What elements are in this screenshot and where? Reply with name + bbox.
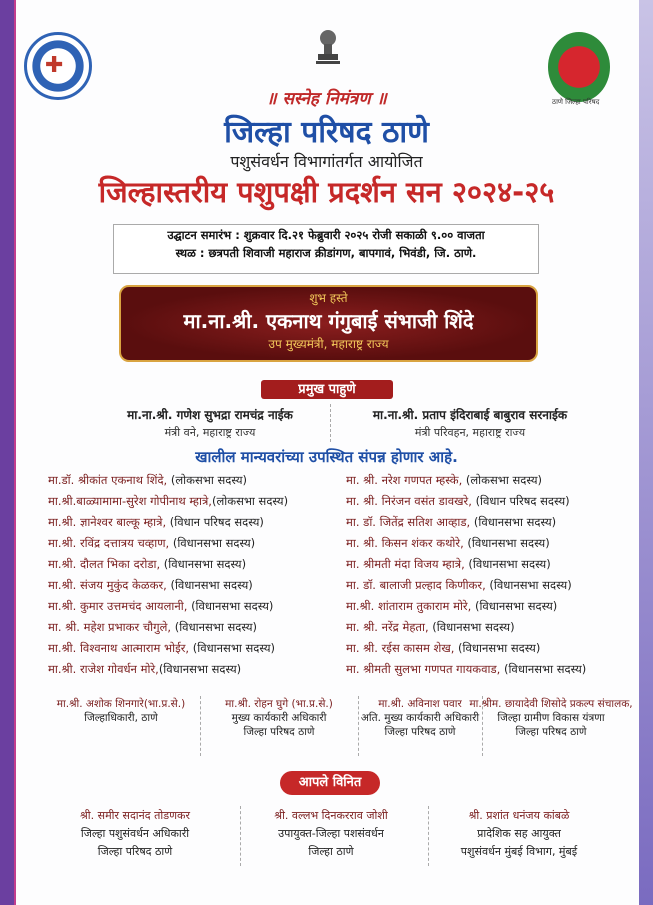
member-item: मा.श्री. शांताराम तुकाराम मोरे, (विधानसभा सदस्य) — [346, 599, 558, 613]
member-item: मा.श्री. दौलत भिका दरोडा, (विधानसभा सदस्य) — [48, 557, 247, 571]
member-item: मा.डॉ. श्रीकांत एकनाथ शिंदे, (लोकसभा सदस्य) — [48, 473, 247, 487]
member-item: मा. श्री. रईस कासम शेख, (विधानसभा सदस्य) — [346, 641, 541, 655]
event-title: जिल्हास्तरीय पशुपक्षी प्रदर्शन सन २०२४-२५ — [98, 175, 555, 209]
member-item: मा. डॉ. जितेंद्र सतिश आव्हाड, (विधानसभा सदस्य) — [346, 515, 557, 529]
officer-2: मा.श्री. रोहन घुगे (भा.प्र.से.) मुख्य कार्यकारी अधिकारी जिल्हा परिषद ठाणे — [225, 698, 333, 738]
state-emblem-icon — [314, 26, 342, 66]
member-item: मा.श्री. ज्ञानेश्वर बाल्कू म्हात्रे, (विधान परिषद सदस्य) — [48, 515, 264, 529]
officer-4: मा.श्रीम. छायादेवी शिसोदे प्रकल्प संचालक, जिल्हा ग्रामीण विकास यंत्रणा जिल्हा परिषद ठाणे — [469, 698, 633, 738]
member-item: मा. श्रीमती मंदा विजय म्हात्रे, (विधानसभा सदस्य) — [346, 557, 551, 571]
officer-1: मा.श्री. अशोक शिनगारे(भा.प्र.से.) जिल्हाधिकारी, ठाणे — [56, 698, 186, 724]
event-details-box — [113, 224, 539, 274]
thanks-label: आपले विनित — [280, 771, 380, 795]
member-item: मा. श्रीमती सुलभा गणपत गायकवाड, (विधानसभा सदस्य) — [346, 662, 587, 676]
inauguration-line: उद्घाटन समारंभ : शुक्रवार दि.२१ फेब्रुवारी २०२५ रोजी सकाळी ९.०० वाजता — [167, 228, 485, 242]
chief-guest-2 — [340, 406, 600, 440]
member-item: मा. डॉ. बालाजी प्रल्हाद किणीकर, (विधानसभा सदस्य) — [346, 578, 572, 592]
zp-title: जिल्हा परिषद ठाणे — [224, 115, 429, 150]
chief-guest-1 — [90, 406, 330, 440]
zp-logo-label: ठाणे जिल्हा परिषद — [552, 98, 600, 106]
guest-role: उप मुख्यमंत्री, महाराष्ट्र राज्य — [268, 337, 389, 351]
member-item: मा. श्री. नरेश गणपत म्हस्के, (लोकसभा सदस्य) — [346, 473, 542, 487]
officer-3: मा.श्री. अविनाश पवार अति. मुख्य कार्यकारी अधिकारी जिल्हा परिषद ठाणे — [360, 698, 480, 738]
chief-guest-role: मंत्री वने, महाराष्ट्र राज्य — [164, 426, 256, 439]
venue-line: स्थळ : छत्रपती शिवाजी महाराज क्रीडांगण, बापगावं, भिवंडी, जि. ठाणे. — [175, 246, 477, 260]
member-item: मा.श्री. कुमार उत्तमचंद आयलानी, (विधानसभा सदस्य) — [48, 599, 274, 613]
guest-name: मा.ना.श्री. एकनाथ गंगुबाई संभाजी शिंदे — [183, 309, 474, 333]
member-item: मा. श्री. किसन शंकर कथोरे, (विधानसभा सदस्य) — [346, 536, 550, 550]
member-item: मा.श्री. राजेश गोवर्धन मोरे,(विधानसभा सदस्य) — [48, 662, 242, 676]
member-item: मा. श्री. निरंजन वसंत डावखरे, (विधान परिषद सदस्य) — [346, 494, 570, 508]
member-item: मा.श्री. संजय मुकुंद केळकर, (विधानसभा सदस्य) — [48, 578, 253, 592]
chief-guest-role: मंत्री परिवहन, महाराष्ट्र राज्य — [414, 426, 526, 439]
chief-guest-name: मा.ना.श्री. प्रताप इंदिराबाई बाबुराव सरनाईक — [372, 408, 568, 422]
presence-heading: खालील मान्यवरांच्या उपस्थित संपन्न होणार आहे. — [195, 448, 458, 466]
organizer-line: पशुसंवर्धन विभागांतर्गत आयोजित — [230, 152, 423, 171]
guest-heading: शुभ हस्ते — [309, 291, 348, 305]
member-item: मा. श्री. महेश प्रभाकर चौगुले, (विधानसभा सदस्य) — [48, 620, 258, 634]
animal-husbandry-logo-icon: ✚ — [24, 32, 92, 100]
chief-guest-box — [119, 285, 538, 362]
signatory-3: श्री. प्रशांत धनंजय कांबळे प्रादेशिक सह आयुक्त पशुसंवर्धन मुंबई विभाग, मुंबई — [460, 809, 578, 858]
divider — [330, 404, 332, 442]
chief-guest-name: मा.ना.श्री. गणेश सुभद्रा रामचंद्र नाईक — [127, 408, 293, 422]
divider — [200, 696, 202, 756]
member-item: मा.श्री. विश्वनाथ आत्माराम भोईर, (विधानसभा सदस्य) — [48, 641, 276, 655]
member-item: मा. श्री. नरेंद्र मेहता, (विधानसभा सदस्य) — [346, 620, 515, 634]
chief-guests-label: प्रमुख पाहुणे — [261, 380, 393, 399]
signatory-1: श्री. समीर सदानंद तोडणकर जिल्हा पशुसंवर्धन अधिकारी जिल्हा परिषद ठाणे — [80, 809, 190, 858]
signatory-2: श्री. वल्लभ दिनकरराव जोशी उपायुक्त-जिल्हा पशसंवर्धन जिल्हा ठाणे — [274, 809, 388, 858]
member-item: मा.श्री.बाळ्यामामा-सुरेश गोपीनाथ म्हात्रे,(लोकसभा सदस्य) — [48, 494, 289, 508]
invitation-heading: ॥ सस्नेह निमंत्रण ॥ — [266, 89, 387, 109]
member-item: मा.श्री. रविंद्र दत्तात्रय चव्हाण, (विधानसभा सदस्य) — [48, 536, 256, 550]
